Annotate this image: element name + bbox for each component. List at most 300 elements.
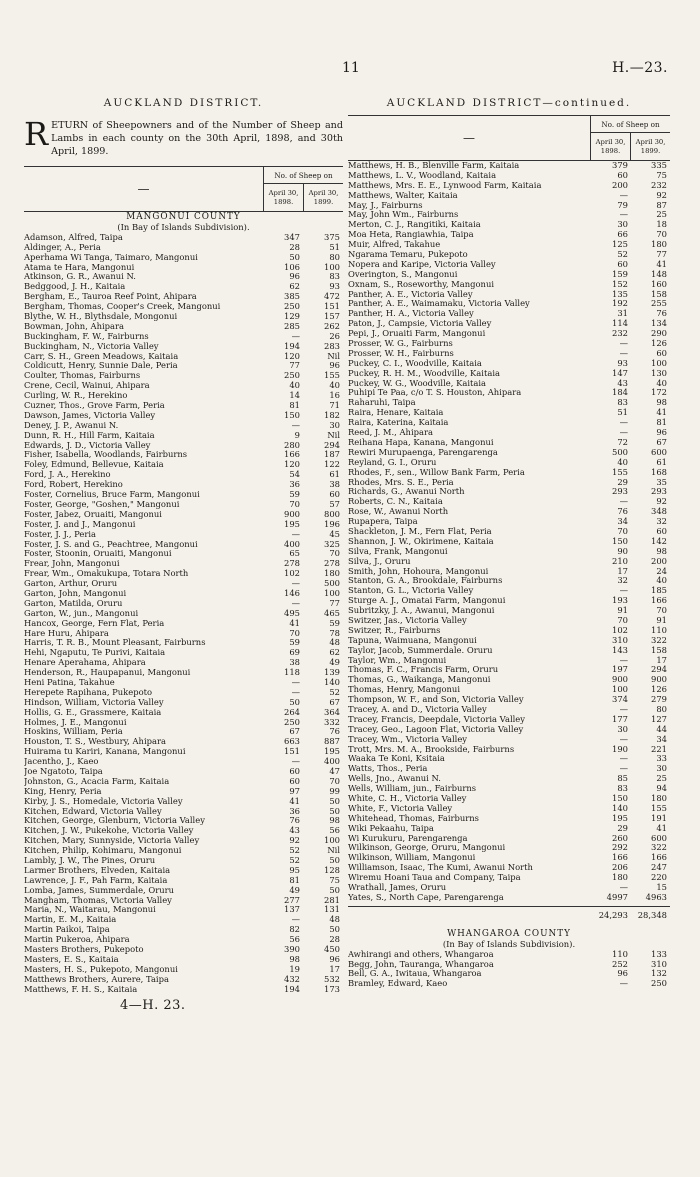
owner-name: Tapuna, Waimuana, Mangonui	[348, 635, 477, 645]
sheep-1898: 90	[617, 545, 628, 556]
sheep-1898: —	[291, 330, 300, 341]
owner-name: Moa Heta, Rangiawhia, Taipa	[348, 230, 474, 240]
owner-name: Holmes, J. E., Mangonui	[24, 717, 127, 727]
sheep-1899: 26	[329, 330, 340, 341]
sheep-1899: 34	[656, 733, 667, 744]
sheep-1898: 38	[289, 657, 300, 668]
sheep-1899: 76	[329, 726, 340, 737]
owner-name: Atkinson, G. R., Awanui N.	[24, 272, 136, 282]
owner-name: Wi Kurukuru, Parengarenga	[348, 833, 468, 843]
sheep-1899: 35	[656, 476, 667, 487]
owner-name: Reihana Hapa, Kanana, Mangonui	[348, 437, 494, 447]
sheepowner-list	[24, 212, 343, 994]
sheep-1898: 663	[284, 736, 300, 747]
owner-name: Switzer, R., Fairburns	[348, 625, 441, 635]
sheep-1899: 180	[651, 793, 667, 803]
owner-name: Frear, John, Mangonui	[24, 559, 120, 569]
sheep-1899: 93	[329, 281, 340, 292]
sheep-1898: 195	[612, 812, 628, 823]
header-1898: April 30, 1898.	[595, 137, 626, 155]
sheep-1899: 67	[656, 436, 667, 447]
sheep-1898: 106	[284, 261, 300, 272]
owner-name: Stanton, G. A., Brookdale, Fairburns	[348, 576, 503, 586]
owner-name: Puckey, R. H. M., Woodville, Kaitaia	[348, 368, 501, 378]
sheep-1899: 293	[651, 486, 667, 497]
sheep-1898: 310	[612, 634, 628, 645]
sheep-1898: —	[619, 753, 628, 764]
header-sheep-count: No. of Sheep on	[591, 116, 670, 133]
sheep-1899: 50	[329, 924, 340, 935]
owner-name: Herepete Rapihana, Pukepoto	[24, 687, 153, 697]
owner-name: Curling, W. R., Herekino	[24, 391, 128, 401]
sheep-1899: 532	[324, 973, 340, 984]
sheep-1898: 28	[289, 241, 300, 252]
sheep-1898: 77	[289, 360, 300, 371]
sheep-1898: 76	[289, 815, 300, 826]
sheep-1899: 80	[656, 703, 667, 714]
owner-name: Ngarama Temaru, Pukepoto	[348, 250, 468, 260]
sheep-1898: 166	[284, 449, 300, 460]
owner-name: Lawrence, J. F., Pah Farm, Kaitaia	[24, 875, 168, 885]
sheep-1898: 49	[289, 884, 300, 895]
sheep-1899: 887	[324, 736, 340, 747]
sheep-1898: 390	[284, 944, 300, 955]
sheep-1899: 600	[651, 446, 667, 457]
return-heading	[24, 115, 343, 158]
sheep-1899: 157	[324, 311, 340, 322]
owner-name: Whitehead, Thomas, Fairburns	[348, 813, 479, 823]
owner-name: Bramley, Edward, Kaeo	[348, 979, 448, 989]
sheep-1899: 185	[651, 585, 667, 596]
sheep-1899: 110	[651, 624, 667, 635]
sheep-1899: 28	[329, 934, 340, 945]
sheep-1899: 50	[329, 795, 340, 806]
sheep-1899: 40	[329, 380, 340, 391]
owner-name: White, C. H., Victoria Valley	[348, 794, 467, 803]
sheep-1899: 61	[656, 456, 667, 467]
sheep-1899: 61	[329, 469, 340, 480]
sheep-1898: 190	[612, 743, 628, 754]
owner-name: Garton, John, Mangonui	[24, 588, 127, 598]
sheep-1898: 200	[612, 179, 628, 190]
owner-name: Wrathall, James, Oruru	[348, 883, 447, 893]
sheep-1899: 294	[324, 439, 340, 450]
owner-name: Prosser, W. H., Fairburns	[348, 348, 454, 358]
sheep-1898: 70	[289, 498, 300, 509]
sheep-1898: —	[619, 585, 628, 596]
owner-name: Awhirangi and others, Whangaroa	[348, 949, 494, 959]
table-row	[24, 985, 343, 995]
sheep-1898: 900	[284, 508, 300, 519]
sheep-1898: 385	[284, 291, 300, 302]
sheep-1899: Nil	[327, 429, 340, 440]
sheep-1899: 75	[329, 874, 340, 885]
sheep-1899: 60	[656, 347, 667, 358]
sheep-1898: 192	[612, 298, 628, 309]
sheep-1898: 50	[289, 251, 300, 262]
sheep-1899: 325	[324, 538, 340, 549]
sheep-1898: 52	[289, 845, 300, 856]
sheep-1899: 4963	[645, 891, 667, 902]
sheep-1898: 293	[612, 486, 628, 497]
sheep-1898: 180	[612, 872, 628, 883]
header-description: —	[137, 182, 150, 196]
sheep-1899: 28,348	[637, 909, 667, 920]
owner-name: Aperhama Wi Tanga, Taimaro, Mangonui	[24, 252, 198, 262]
sheep-1899: 283	[324, 340, 340, 351]
owner-name: Bowman, John, Ahipara	[24, 321, 125, 331]
sheep-1898: 17	[617, 565, 628, 576]
sheep-1898: 280	[284, 439, 300, 450]
sheep-1899: 180	[651, 239, 667, 250]
owner-name: White, F., Victoria Valley	[348, 803, 453, 813]
sheep-1899: 83	[329, 271, 340, 282]
owner-name: Taylor, Jacob, Summerdale. Oruru	[348, 645, 493, 655]
sheep-1899: 172	[651, 387, 667, 398]
owner-name: Lomba, James, Summerdale, Oruru	[24, 885, 175, 895]
owner-name: Matthews, Walter, Kaitaia	[348, 190, 458, 200]
owner-name: Foster, George, "Goshen," Mangonui	[24, 499, 180, 509]
owner-name: Henare Aperahama, Ahipara	[24, 658, 146, 668]
sheep-1898: 432	[284, 973, 300, 984]
sheep-1898: 195	[284, 518, 300, 529]
sheep-1898: —	[619, 978, 628, 989]
sheep-1899: 142	[651, 535, 667, 546]
sheep-1898: 62	[289, 281, 300, 292]
owner-name: Heni Patina, Takahue	[24, 677, 115, 687]
sheep-1898: —	[291, 597, 300, 608]
sheep-1899: 130	[651, 367, 667, 378]
sheep-1899: 50	[329, 855, 340, 865]
sheep-1898: 166	[612, 852, 628, 863]
owner-name: Thomas, F. C., Francis Farm, Oruru	[348, 665, 499, 675]
owner-name: Hindson, William, Victoria Valley	[24, 697, 164, 707]
sheep-1898: 43	[289, 825, 300, 836]
subdivision-text: (In Bay of Islands Subdivision).	[442, 938, 576, 949]
owner-name: Coldicutt, Henry, Sunnie Dale, Peria	[24, 361, 178, 371]
owner-name: Wilkinson, George, Oruru, Mangonui	[348, 843, 506, 853]
sheep-1898: 9	[294, 429, 300, 440]
sheep-1898: 30	[617, 723, 628, 734]
owner-name: Kirby, J. S., Homedale, Victoria Valley	[24, 796, 183, 806]
owner-name: Hoskins, William, Peria	[24, 727, 123, 737]
sheep-1898: 70	[617, 525, 628, 536]
owner-name: Yates, S., North Cape, Parengarenga	[348, 892, 504, 902]
owner-name: Smith, John, Hohoura, Mangonui	[348, 566, 489, 576]
sheep-1898: —	[619, 189, 628, 200]
sheep-1898: 97	[289, 785, 300, 796]
owner-name: Dawson, James, Victoria Valley	[24, 410, 156, 420]
owner-name: May, John Wm., Fairburns	[348, 210, 459, 220]
sheep-1898: 96	[289, 271, 300, 282]
table-header	[348, 115, 670, 161]
sheep-1899: 60	[656, 525, 667, 536]
sheep-1898: 50	[289, 696, 300, 707]
sheep-1899: 294	[651, 664, 667, 675]
sheep-1899: 70	[329, 775, 340, 786]
owner-name: Hare Huru, Ahipara	[24, 628, 109, 638]
sheep-1899: 600	[651, 832, 667, 843]
sheep-1899: 48	[329, 637, 340, 648]
sheep-1898: 98	[289, 953, 300, 964]
owner-name: Garton, W., jun., Mangonui	[24, 608, 139, 618]
owner-name: Kitchen, George, Glenburn, Victoria Valley	[24, 816, 205, 826]
sheep-1898: 51	[617, 407, 628, 418]
owner-name: Matthews, F. H. S., Kaitaia	[24, 984, 138, 994]
sheep-1898: —	[619, 733, 628, 744]
return-text: ETURN of Sheepowners and of the Number of Sheep and Lambs in each county on the 30th April, 1898, and 30th April, 1899.	[51, 120, 343, 157]
sheep-1899: 41	[656, 822, 667, 833]
sheep-1898: —	[291, 528, 300, 539]
sheep-1899: 127	[651, 713, 667, 724]
sheep-1898: —	[291, 578, 300, 589]
sheep-1898: 114	[612, 318, 628, 329]
sheep-1899: 91	[656, 614, 667, 625]
sheep-1899: 96	[329, 360, 340, 371]
sheep-1898: 36	[289, 805, 300, 816]
owner-name: Fisher, Isabella, Woodlands, Fairburns	[24, 450, 188, 460]
sheep-1898: 69	[289, 647, 300, 658]
sheep-1898: 129	[284, 311, 300, 322]
owner-name: Reed, J. M., Ahipara	[348, 428, 433, 438]
table-row	[348, 979, 670, 989]
owner-name: Hancox, George, Fern Flat, Peria	[24, 618, 165, 628]
owner-name: Rose, W., Awanui North	[348, 507, 449, 517]
sheep-1898: 146	[284, 587, 300, 598]
sheep-1898: —	[619, 427, 628, 438]
owner-name: Atama te Hara, Mangonui	[24, 262, 135, 272]
owner-name: Rewiri Murupaenga, Parengarenga	[348, 447, 498, 457]
sheep-1899: 400	[324, 756, 340, 767]
sheep-1899: 166	[651, 852, 667, 863]
sheep-1899: 168	[651, 466, 667, 477]
owner-name: Thomas, Henry, Mangonui	[348, 685, 461, 695]
sheep-1899: 92	[656, 189, 667, 200]
sheep-1899: 96	[329, 953, 340, 964]
sheep-1898: 96	[617, 968, 628, 979]
sheep-1899: 60	[329, 489, 340, 500]
sheep-1898: 60	[289, 775, 300, 786]
sheep-1899: 128	[324, 864, 340, 875]
sheep-1898: 110	[612, 948, 628, 959]
sheep-1899: 247	[651, 862, 667, 873]
owner-name: Dunn, R. H., Hill Farm, Kaitaia	[24, 430, 155, 440]
sheep-1898: 135	[612, 288, 628, 299]
owner-name: Garton, Matilda, Oruru	[24, 598, 123, 608]
sheep-1899: 173	[324, 983, 340, 994]
sheep-1898: —	[619, 496, 628, 507]
sheep-1898: —	[291, 419, 300, 430]
owner-name: Martin Pukeroa, Ahipara	[24, 935, 130, 945]
sheep-1899: 155	[324, 370, 340, 381]
sheep-1899: 87	[656, 199, 667, 210]
sheep-1899: 322	[651, 842, 667, 853]
owner-name: Masters, E. S., Kaitaia	[24, 954, 119, 964]
sheep-1899: 900	[651, 674, 667, 685]
sheep-1898: 41	[289, 617, 300, 628]
document-reference: H.—23.	[612, 60, 668, 76]
sheep-1898: 79	[617, 199, 628, 210]
sheep-1899: 139	[324, 667, 340, 678]
owner-name: Switzer, Jas., Victoria Valley	[348, 615, 467, 625]
owner-name: Adamson, Alfred, Taipa	[24, 232, 123, 242]
sheep-1899: 59	[329, 617, 340, 628]
sheep-1899: 191	[651, 812, 667, 823]
sheep-1899: 182	[324, 409, 340, 420]
owner-name: Overington, S., Mangonui	[348, 269, 458, 279]
sheep-1899: 122	[324, 459, 340, 470]
sheep-1898: 260	[612, 832, 628, 843]
sheep-1898: 36	[289, 479, 300, 490]
owner-name: Silva, Frank, Mangonui	[348, 546, 448, 556]
sheep-1899: 51	[329, 241, 340, 252]
sheep-1898: 56	[289, 934, 300, 945]
owner-name: Nopera and Karipe, Victoria Valley	[348, 259, 496, 269]
owner-name: Raharuhi, Taipa	[348, 398, 416, 408]
sheep-1898: —	[291, 914, 300, 925]
owner-name: Kitchen, J. W., Pukekohe, Victoria Valley	[24, 826, 194, 836]
sheep-1898: 66	[617, 229, 628, 240]
sheep-1899: 255	[651, 298, 667, 309]
owner-name: Garton, Arthur, Oruru	[24, 579, 118, 589]
sheep-1899: 322	[651, 634, 667, 645]
owner-name: Wells, Jno., Awanui N.	[348, 774, 441, 784]
footer-signature: 4—H. 23.	[120, 998, 186, 1014]
owner-name: Wiki Pekaahu, Taipa	[348, 823, 434, 833]
owner-name: Buckingham, F. W., Fairburns	[24, 331, 149, 341]
sheep-1899: 126	[651, 684, 667, 695]
sheep-1898: —	[291, 686, 300, 697]
sheep-1898: —	[619, 882, 628, 893]
sheep-1898: 277	[284, 894, 300, 905]
sheep-1899: 100	[324, 587, 340, 598]
sheep-1898: 83	[617, 783, 628, 794]
owner-name: Reyland, G. I., Oruru	[348, 457, 437, 467]
sheep-1898: —	[619, 417, 628, 428]
owner-name: Aldinger, A., Peria	[24, 242, 101, 252]
sheep-1899: 70	[656, 229, 667, 240]
sheep-1899: 98	[656, 545, 667, 556]
sheep-1898: 81	[289, 874, 300, 885]
sheep-1898: 250	[284, 301, 300, 312]
sheep-1898: 264	[284, 706, 300, 717]
owner-name: Mangham, Thomas, Victoria Valley	[24, 895, 172, 905]
sheep-1898: 120	[284, 350, 300, 361]
sheep-1899: 310	[651, 958, 667, 969]
sheep-1899: 77	[329, 597, 340, 608]
sheep-1899: 41	[656, 407, 667, 418]
sheep-1898: 347	[284, 231, 300, 242]
owner-name: Waaka Te Koni, Ksitaia	[348, 754, 445, 764]
sheep-1899: 32	[656, 516, 667, 527]
owner-name: Masters Brothers, Pukepoto	[24, 945, 144, 955]
owner-name: Puckey, C. I., Woodville, Kaitaia	[348, 358, 482, 368]
sheep-1899: 49	[329, 657, 340, 668]
sheep-1899: 99	[329, 785, 340, 796]
sheep-1899: 500	[324, 578, 340, 589]
owner-name: Buckingham, N., Victoria Valley	[24, 341, 159, 351]
sheep-1899: 375	[324, 231, 340, 242]
sheep-1898: —	[619, 654, 628, 665]
sheep-1899: 33	[656, 753, 667, 764]
owner-name: Wiremu Hoani Taua and Company, Taipa	[348, 873, 521, 883]
owner-name: Masters, H. S., Pukepoto, Mangonui	[24, 964, 178, 974]
owner-name: Deney, J. P., Awanui N.	[24, 420, 119, 430]
owner-name: Stanton, G. L., Victoria Valley	[348, 586, 474, 596]
sheep-1898: 250	[284, 716, 300, 727]
owner-name: Carr, S. H., Green Meadows, Kaitaia	[24, 351, 179, 361]
sheep-1898: 278	[284, 558, 300, 569]
sheep-1899: 200	[651, 555, 667, 566]
owner-name: Matthews, H. B., Blenville Farm, Kaitaia	[348, 161, 520, 170]
owner-name: Roberts, C. N., Kaitaia	[348, 497, 443, 507]
owner-name: Huirama tu Kariri, Kanana, Mangonui	[24, 747, 186, 757]
sheep-1899: 62	[329, 647, 340, 658]
owner-name: Foster, J. J., Peria	[24, 529, 97, 539]
sheep-1898: 900	[612, 674, 628, 685]
owner-name: Blythe, W. H., Blythsdale, Mongonui	[24, 312, 178, 322]
sheep-1899: 81	[656, 417, 667, 428]
owner-name: Prosser, W. G., Fairburns	[348, 339, 453, 349]
sheep-1899: 250	[651, 978, 667, 989]
sheep-1898: 4997	[606, 891, 628, 902]
owner-name: Houston, T. S., Westbury, Ahipara	[24, 737, 166, 747]
sheep-1898: 232	[612, 328, 628, 339]
sheep-1899: 76	[656, 308, 667, 319]
owner-name: Thompson, W. F., and Son, Victoria Valley	[348, 695, 524, 705]
table-header	[24, 166, 343, 212]
sheep-1899: 47	[329, 765, 340, 776]
sheep-1899: 158	[651, 288, 667, 299]
table-row	[348, 893, 670, 903]
sheep-1898: 120	[284, 459, 300, 470]
owner-name: Rhodes, F., sen., Willow Bank Farm, Peria	[348, 467, 525, 477]
sheep-1898: 177	[612, 713, 628, 724]
sheep-1898: 32	[617, 575, 628, 586]
sheep-1898: 52	[289, 855, 300, 865]
sheep-1898: 150	[284, 409, 300, 420]
sheep-1899: 57	[329, 498, 340, 509]
header-1898: April 30, 1898.	[268, 188, 299, 206]
owner-name: Wilkinson, William, Mangonui	[348, 853, 476, 863]
sheep-1899: 134	[651, 318, 667, 329]
county-name: MANGONUI COUNTY	[126, 212, 241, 222]
sheepowner-list	[348, 161, 670, 989]
sheep-1898: 495	[284, 607, 300, 618]
sheep-1898: 60	[617, 169, 628, 180]
sheep-1898: 54	[289, 469, 300, 480]
sheep-1898: 374	[612, 694, 628, 705]
sheep-1899: 232	[651, 179, 667, 190]
sheep-1899: 44	[656, 723, 667, 734]
owner-name: Maria, N., Waitarau, Mangonui	[24, 905, 156, 915]
sheep-1899: 800	[324, 508, 340, 519]
sheep-1898: 95	[289, 864, 300, 875]
right-column	[348, 95, 670, 989]
owner-name: May, J., Fairburns	[348, 200, 423, 210]
sheep-1898: 143	[612, 644, 628, 655]
sheep-1899: 262	[324, 320, 340, 331]
owner-name	[348, 909, 592, 921]
sheep-1899: 132	[651, 968, 667, 979]
owner-name: Panther, H. A., Victoria Valley	[348, 309, 474, 319]
sheep-1898: —	[619, 703, 628, 714]
sheep-1899: 25	[656, 773, 667, 784]
owner-name: Raira, Henare, Kaitaia	[348, 408, 444, 418]
sheep-1899: 195	[324, 746, 340, 757]
sheep-1898: 52	[617, 249, 628, 260]
owner-name: Panther, A. E., Victoria Valley	[348, 289, 473, 299]
